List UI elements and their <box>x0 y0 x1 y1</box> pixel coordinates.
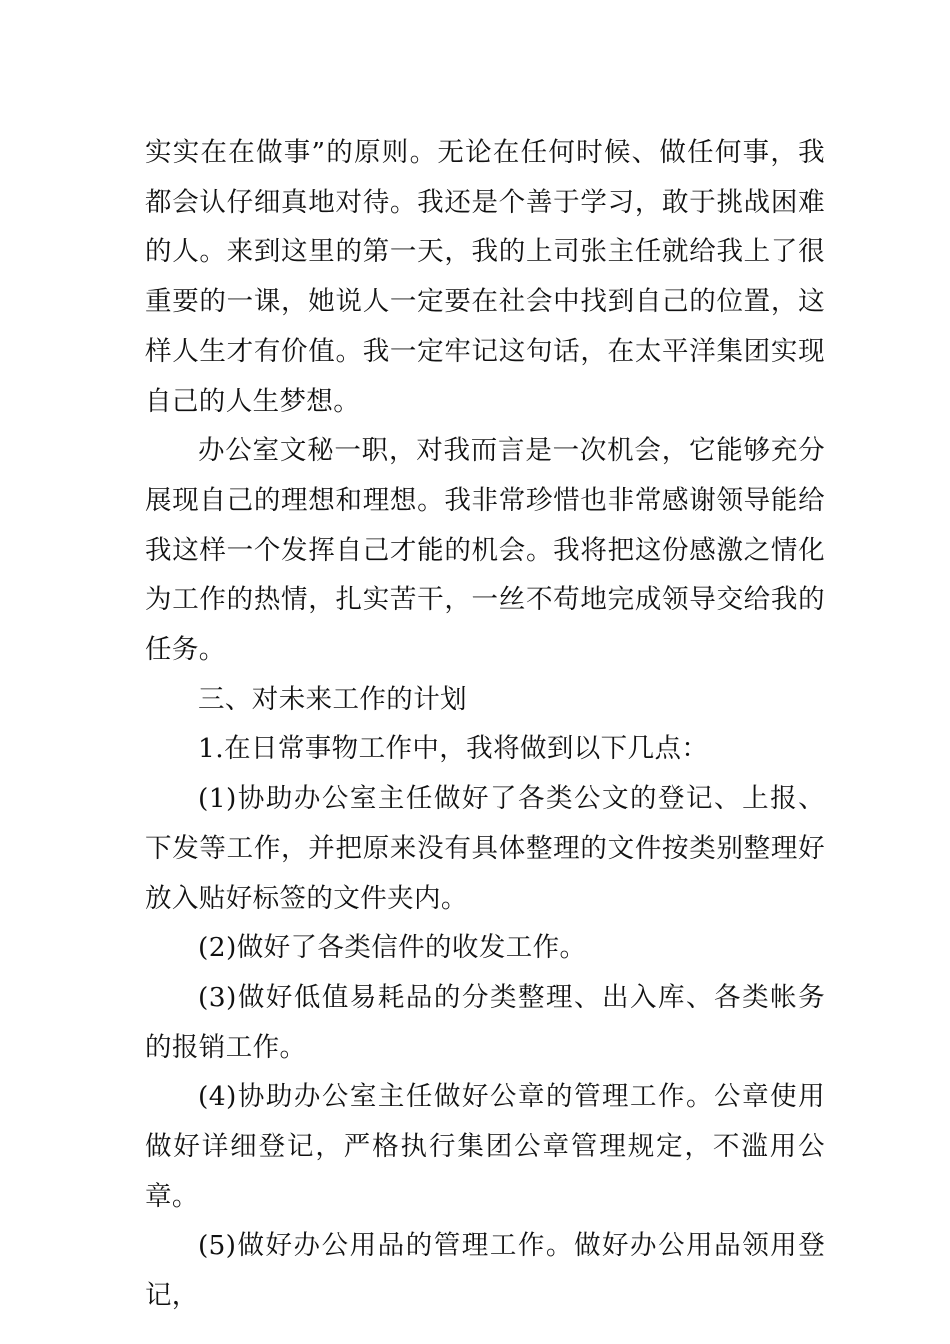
list-item-1: (1)协助办公室主任做好了各类公文的登记、上报、下发等工作，并把原来没有具体整理的文件按类别整理好放入贴好标签的文件夹内。 <box>145 783 825 914</box>
list-item-2: (2)做好了各类信件的收发工作。 <box>198 932 587 964</box>
document-body <box>145 128 825 1321</box>
paragraph-secretary-role: 办公室文秘一职，对我而言是一次机会，它能够充分展现自己的理想和理想。我非常珍惜也非常感谢领导能给我这样一个发挥自己才能的机会。我将把这份感激之情化为工作的热情，扎实苦干，一丝不苟地完成领导交给我的任务。 <box>145 435 825 666</box>
list-item-3: (3)做好低值易耗品的分类整理、出入库、各类帐务的报销工作。 <box>145 981 825 1063</box>
paragraph-continuation: 实实在在做事”的原则。无论在任何时候、做任何事，我都会认仔细真地对待。我还是个善于学习，敢于挑战困难的人。来到这里的第一天，我的上司张主任就给我上了很重要的一课，她说人一定要在社会中找到自己的位置，这样人生才有价值。我一定牢记这句话，在太平洋集团实现自己的人生梦想。 <box>145 137 825 417</box>
list-item-4: (4)协助办公室主任做好公章的管理工作。公章使用做好详细登记，严格执行集团公章管理规定，不滥用公章。 <box>145 1081 825 1212</box>
list-item-5: (5)做好办公用品的管理工作。做好办公用品领用登记， <box>145 1230 825 1312</box>
list-heading-daily-work: 1.在日常事物工作中，我将做到以下几点： <box>198 733 709 765</box>
section-heading-future-plan: 三、对未来工作的计划 <box>198 683 467 715</box>
